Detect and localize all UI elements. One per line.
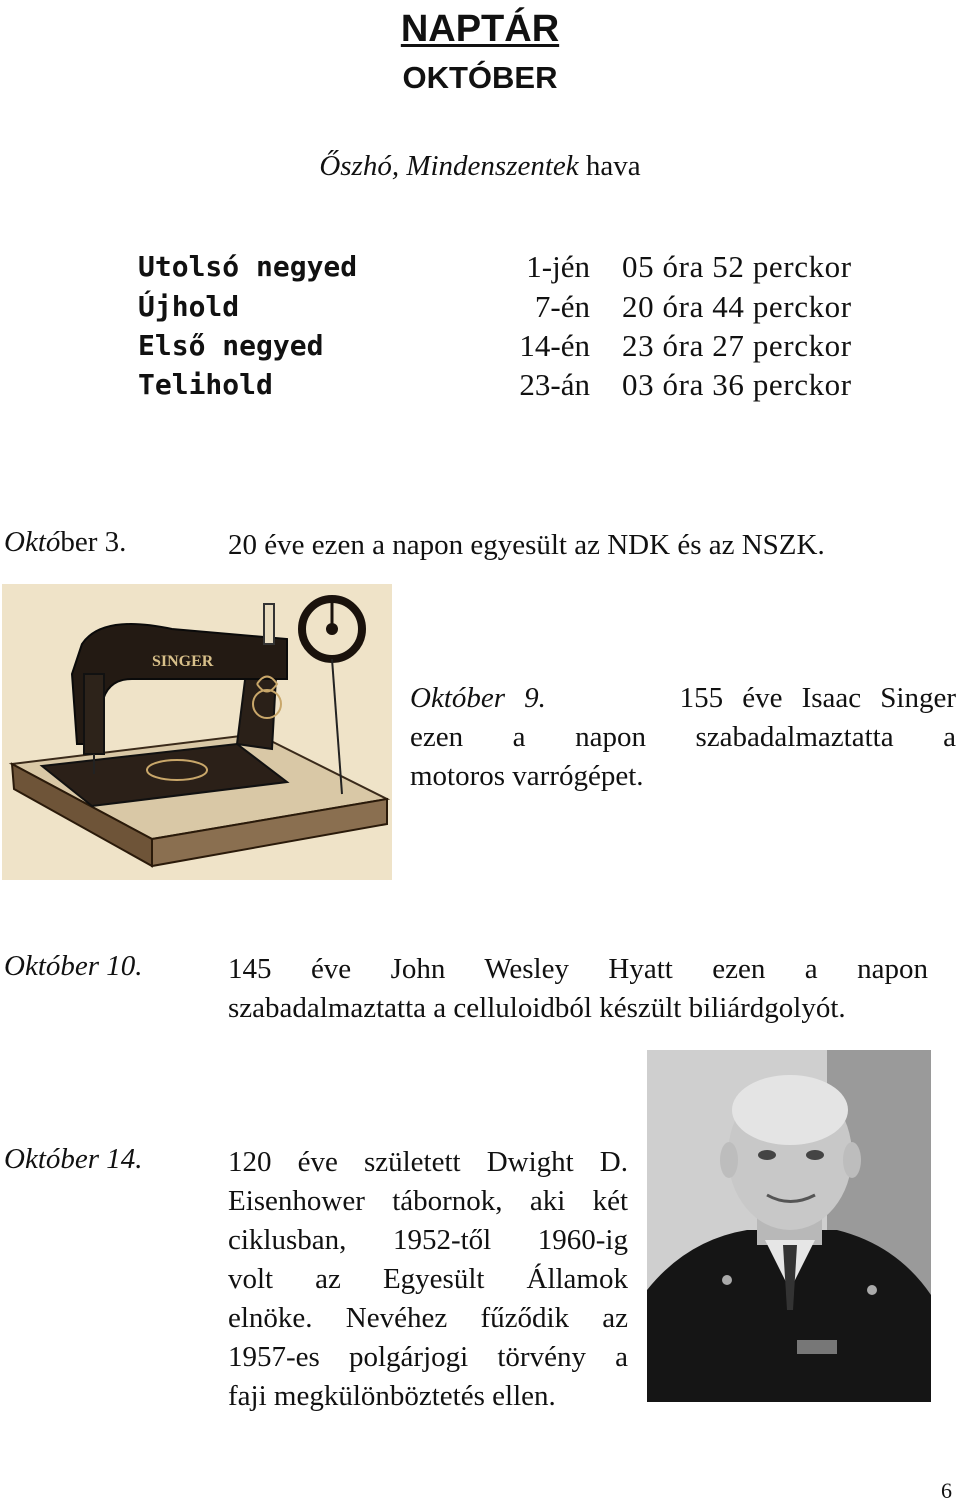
month-heading: OKTÓBER	[402, 60, 558, 95]
moon-phase-day: 1-jén	[526, 249, 590, 284]
event-block	[410, 679, 956, 796]
moon-phase-day: 7-én	[534, 289, 590, 324]
event-date: Október 14.	[4, 1143, 143, 1175]
event-line: szabadalmaztatta a celluloidból készült biliárdgolyót.	[228, 992, 846, 1024]
moon-phase-time: 03 óra 36 perckor	[622, 367, 852, 402]
sewing-machine-illustration	[2, 584, 392, 880]
event-line: Október 9. 155 éve Isaac Singer	[410, 682, 956, 714]
singer-label: SINGER	[152, 653, 214, 670]
page-title: NAPTÁR	[400, 8, 560, 50]
event-date: Október 3.	[4, 526, 127, 558]
event-text: 20 éve ezen a napon egyesült az NDK és az NSZK.	[228, 529, 825, 561]
portrait-illustration	[647, 1050, 931, 1402]
event-line: 120 éve született Dwight D.	[228, 1146, 628, 1178]
event-line: volt az Egyesült Államok	[228, 1263, 628, 1295]
event-block	[228, 1143, 628, 1416]
moon-phase-day: 14-én	[519, 328, 590, 363]
event-line: elnöke. Nevéhez fűződik az	[228, 1302, 628, 1334]
moon-phase-time: 05 óra 52 perckor	[622, 249, 852, 284]
moon-phase-name: Első negyed	[138, 329, 324, 362]
event-date: Október 10.	[4, 950, 143, 982]
event-line: ezen a napon szabadalmaztatta a	[410, 721, 956, 753]
moon-phase-time: 23 óra 27 perckor	[622, 328, 852, 363]
sewing-machine-image	[2, 584, 392, 880]
month-names-line: Őszhó, Mindenszentek hava	[319, 150, 641, 182]
event-line: faji megkülönböztetés ellen.	[228, 1380, 556, 1412]
event-date: Október 9.	[410, 682, 546, 714]
event-line: ciklusban, 1952-től 1960-ig	[228, 1224, 628, 1256]
event-line: Eisenhower tábornok, aki két	[228, 1185, 628, 1217]
event-line: 145 éve John Wesley Hyatt ezen a napon	[228, 953, 928, 985]
eisenhower-photo	[647, 1050, 931, 1402]
moon-phase-time: 20 óra 44 perckor	[622, 289, 852, 324]
event-line: 1957-es polgárjogi törvény a	[228, 1341, 628, 1373]
page-number: 6	[941, 1478, 952, 1503]
moon-phase-name: Újhold	[138, 290, 240, 323]
event-line: motoros varrógépet.	[410, 760, 644, 792]
moon-phase-day: 23-án	[519, 367, 590, 402]
moon-phase-name: Telihold	[138, 368, 273, 401]
event-block	[228, 950, 928, 1028]
moon-phase-name: Utolsó negyed	[138, 250, 358, 283]
